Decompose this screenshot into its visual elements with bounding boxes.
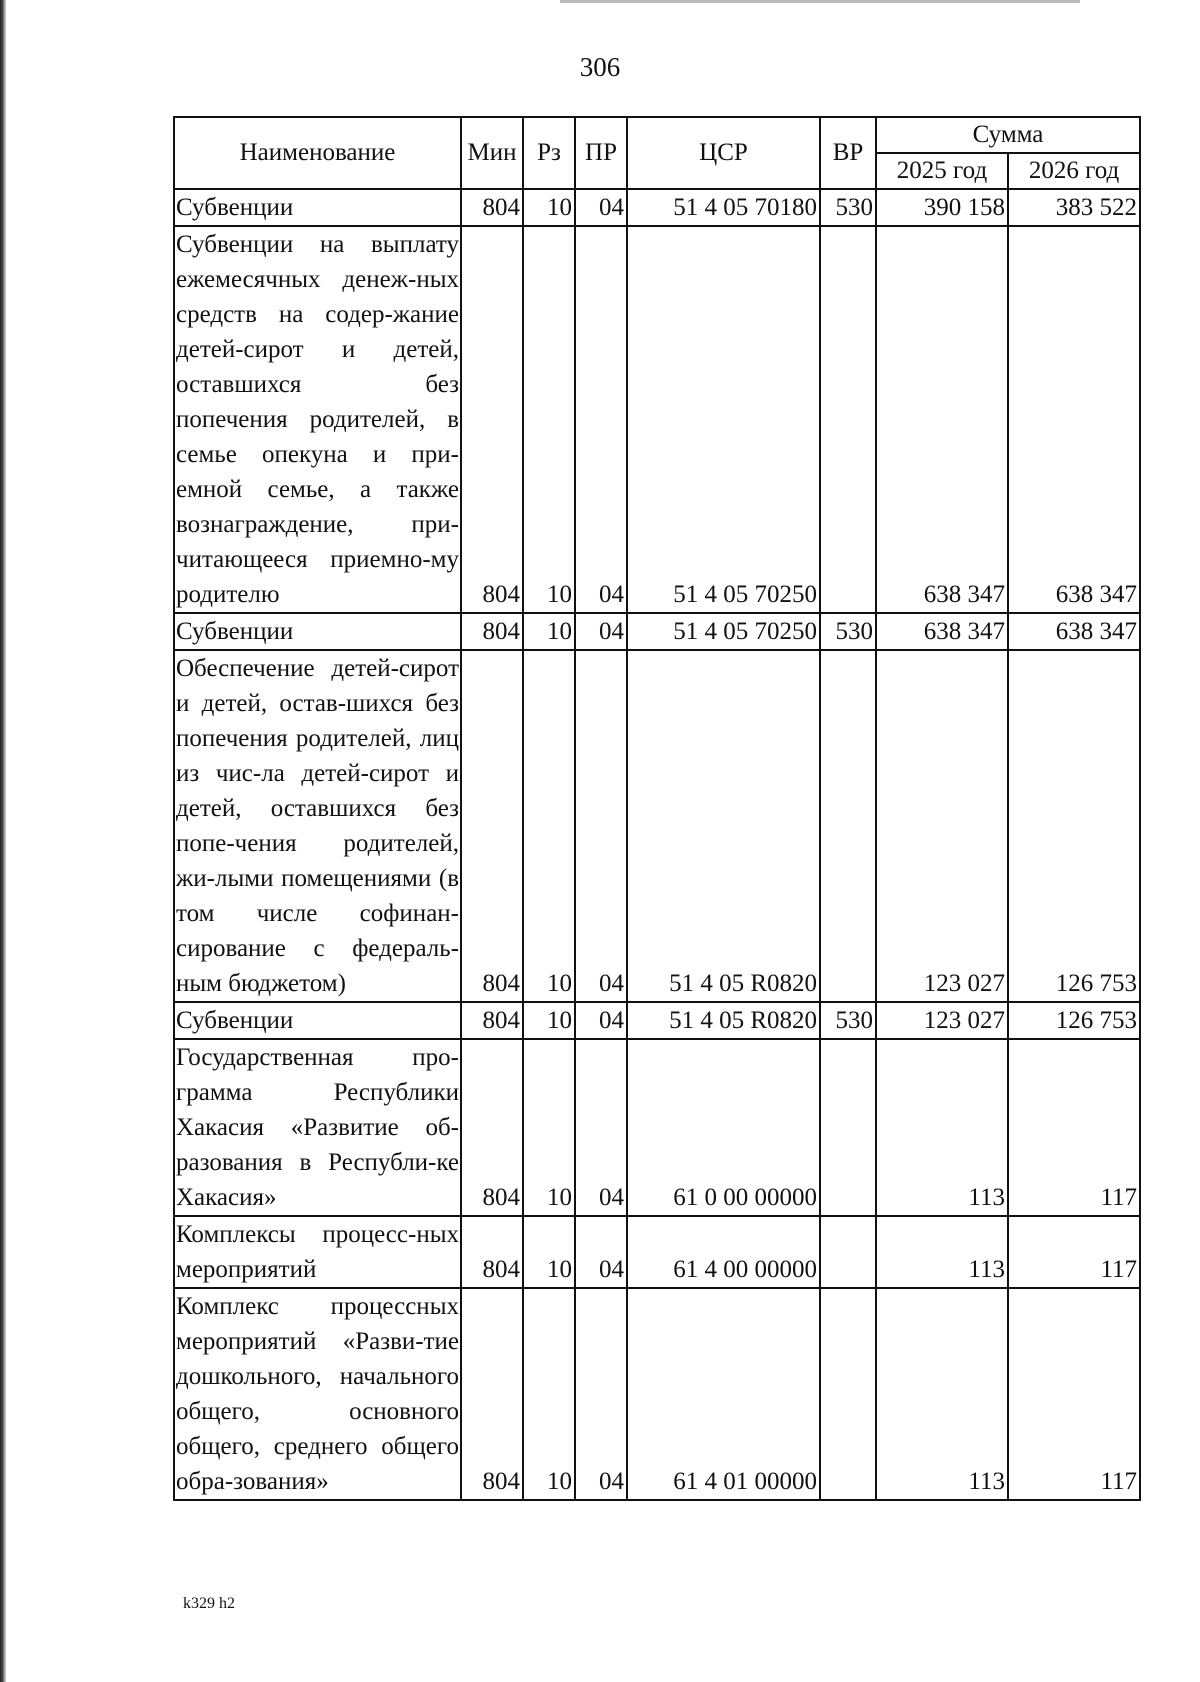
col-header-min: Мин xyxy=(461,117,523,189)
row-min: 804 xyxy=(461,189,523,226)
row-csr: 61 4 01 00000 xyxy=(627,1288,820,1500)
row-rz: 10 xyxy=(523,1002,575,1039)
col-header-csr: ЦСР xyxy=(627,117,820,189)
row-vr: 530 xyxy=(820,1002,876,1039)
row-name: Субвенции xyxy=(174,1002,461,1039)
row-name: Субвенции xyxy=(174,613,461,650)
row-pr: 04 xyxy=(575,1288,627,1500)
row-pr: 04 xyxy=(575,1039,627,1216)
row-min: 804 xyxy=(461,1039,523,1216)
table-row xyxy=(174,613,1140,650)
page-number: 306 xyxy=(579,52,621,82)
header-row xyxy=(174,117,1140,153)
row-min: 804 xyxy=(461,1002,523,1039)
row-rz: 10 xyxy=(523,189,575,226)
row-rz: 10 xyxy=(523,1039,575,1216)
row-csr: 51 4 05 R0820 xyxy=(627,1002,820,1039)
row-vr xyxy=(820,1039,876,1216)
row-csr: 51 4 05 70180 xyxy=(627,189,820,226)
table-row xyxy=(174,1216,1140,1288)
row-vr xyxy=(820,650,876,1002)
row-2025: 123 027 xyxy=(876,1002,1008,1039)
row-rz: 10 xyxy=(523,1216,575,1288)
row-rz: 10 xyxy=(523,650,575,1002)
row-2026: 383 522 xyxy=(1008,189,1140,226)
table-row xyxy=(174,650,1140,1002)
table-row xyxy=(174,1288,1140,1500)
row-2026: 117 xyxy=(1008,1288,1140,1500)
row-name: Обеспечение детей-сирот и детей, остав-шихся без попечения родителей, лиц из чис-ла детей-сирот и детей, оставшихся без попе-чения родителей, жи-лыми помещениями (в том числе софинан-сирование с федераль-ным бюджетом) xyxy=(174,650,461,1002)
row-name: Субвенции на выплату ежемесячных денеж-ных средств на содер-жание детей-сирот и детей, оставшихся без попечения родителей, в семье опекуна и при-емной семье, а также вознаграждение, при-читающееся приемно-му родителю xyxy=(174,226,461,613)
row-2026: 117 xyxy=(1008,1216,1140,1288)
col-header-vr: ВР xyxy=(820,117,876,189)
scan-edge-top xyxy=(560,0,1080,3)
row-min: 804 xyxy=(461,650,523,1002)
row-vr xyxy=(820,1216,876,1288)
row-2025: 123 027 xyxy=(876,650,1008,1002)
row-csr: 61 0 00 00000 xyxy=(627,1039,820,1216)
row-min: 804 xyxy=(461,1288,523,1500)
row-2026: 126 753 xyxy=(1008,650,1140,1002)
row-pr: 04 xyxy=(575,613,627,650)
row-rz: 10 xyxy=(523,226,575,613)
row-min: 804 xyxy=(461,613,523,650)
row-name: Комплекс процессных мероприятий «Разви-тие дошкольного, начального общего, основного общего, среднего общего обра-зования» xyxy=(174,1288,461,1500)
row-pr: 04 xyxy=(575,1002,627,1039)
row-vr: 530 xyxy=(820,189,876,226)
col-header-sum: Сумма xyxy=(876,117,1140,153)
row-vr xyxy=(820,1288,876,1500)
row-name: Субвенции xyxy=(174,189,461,226)
col-header-rz: Рз xyxy=(523,117,575,189)
col-header-2026: 2026 год xyxy=(1008,153,1140,189)
row-2025: 113 xyxy=(876,1039,1008,1216)
table-row xyxy=(174,189,1140,226)
scan-edge xyxy=(0,0,6,1682)
row-vr: 530 xyxy=(820,613,876,650)
row-rz: 10 xyxy=(523,613,575,650)
row-rz: 10 xyxy=(523,1288,575,1500)
row-2026: 126 753 xyxy=(1008,1002,1140,1039)
row-csr: 51 4 05 70250 xyxy=(627,613,820,650)
table-row xyxy=(174,226,1140,613)
row-csr: 51 4 05 70250 xyxy=(627,226,820,613)
row-2025: 113 xyxy=(876,1288,1008,1500)
row-vr xyxy=(820,226,876,613)
row-2025: 113 xyxy=(876,1216,1008,1288)
row-pr: 04 xyxy=(575,650,627,1002)
row-pr: 04 xyxy=(575,226,627,613)
row-2026: 117 xyxy=(1008,1039,1140,1216)
row-csr: 61 4 00 00000 xyxy=(627,1216,820,1288)
row-2026: 638 347 xyxy=(1008,613,1140,650)
row-min: 804 xyxy=(461,1216,523,1288)
col-header-2025: 2025 год xyxy=(876,153,1008,189)
col-header-name: Наименование xyxy=(174,117,461,189)
budget-table xyxy=(173,116,1141,1501)
row-2025: 638 347 xyxy=(876,226,1008,613)
row-name: Государственная про-грамма Республики Хакасия «Развитие об-разования в Республи-ке Хакасия» xyxy=(174,1039,461,1216)
table-row xyxy=(174,1039,1140,1216)
row-2025: 638 347 xyxy=(876,613,1008,650)
footer-code: k329 h2 xyxy=(183,1595,235,1612)
table-row xyxy=(174,1002,1140,1039)
row-pr: 04 xyxy=(575,189,627,226)
row-2025: 390 158 xyxy=(876,189,1008,226)
row-min: 804 xyxy=(461,226,523,613)
row-csr: 51 4 05 R0820 xyxy=(627,650,820,1002)
row-pr: 04 xyxy=(575,1216,627,1288)
row-2026: 638 347 xyxy=(1008,226,1140,613)
row-name: Комплексы процесс-ных мероприятий xyxy=(174,1216,461,1288)
col-header-pr: ПР xyxy=(575,117,627,189)
